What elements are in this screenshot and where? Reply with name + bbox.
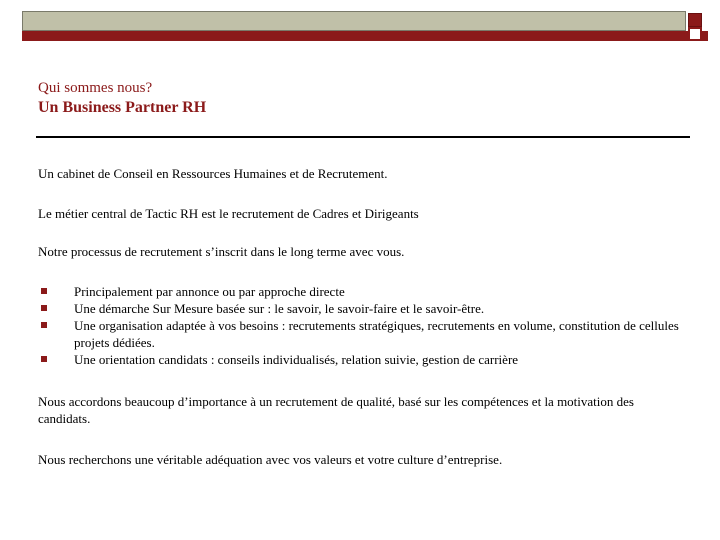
- paragraph-values: Nous recherchons une véritable adéquation avec vos valeurs et votre culture d’entreprise.: [38, 452, 503, 467]
- bullet-list: [38, 283, 688, 368]
- list-item: [38, 351, 688, 368]
- title-divider: [36, 136, 690, 138]
- bullet-text: Une orientation candidats : conseils individualisés, relation suivie, gestion de carrière: [74, 352, 519, 367]
- outline-square-icon: [688, 27, 702, 41]
- square-bullet-icon: [41, 305, 47, 311]
- header-gray-band: [22, 11, 686, 31]
- header-decoration: [22, 11, 708, 41]
- bullet-text: Principalement par annonce ou par approche directe: [74, 284, 345, 299]
- list-item: [38, 283, 688, 300]
- paragraph-intro: Un cabinet de Conseil en Ressources Humaines et de Recrutement.: [38, 166, 388, 181]
- paragraph-quality: Nous accordons beaucoup d’importance à un recrutement de qualité, basé sur les compétences et la motivation des candidats.: [38, 394, 634, 426]
- header-red-band: [22, 31, 708, 41]
- slide-title: [38, 78, 206, 118]
- filled-square-icon: [688, 13, 702, 27]
- square-bullet-icon: [41, 356, 47, 362]
- bullet-text: Une organisation adaptée à vos besoins : recrutements stratégiques, recrutements en volume, constitution de cellules projets dédiées.: [74, 318, 679, 350]
- square-bullet-icon: [41, 322, 47, 328]
- bullet-text: Une démarche Sur Mesure basée sur : le savoir, le savoir-faire et le savoir-être.: [74, 301, 485, 316]
- title-line-2: Un Business Partner RH: [38, 99, 207, 116]
- square-bullet-icon: [41, 288, 47, 294]
- paragraph-core-business: Le métier central de Tactic RH est le recrutement de Cadres et Dirigeants: [38, 206, 419, 221]
- paragraph-process: Notre processus de recrutement s’inscrit dans le long terme avec vous.: [38, 244, 405, 259]
- title-line-1: Qui sommes nous?: [38, 80, 153, 96]
- list-item: [38, 317, 688, 351]
- list-item: [38, 300, 688, 317]
